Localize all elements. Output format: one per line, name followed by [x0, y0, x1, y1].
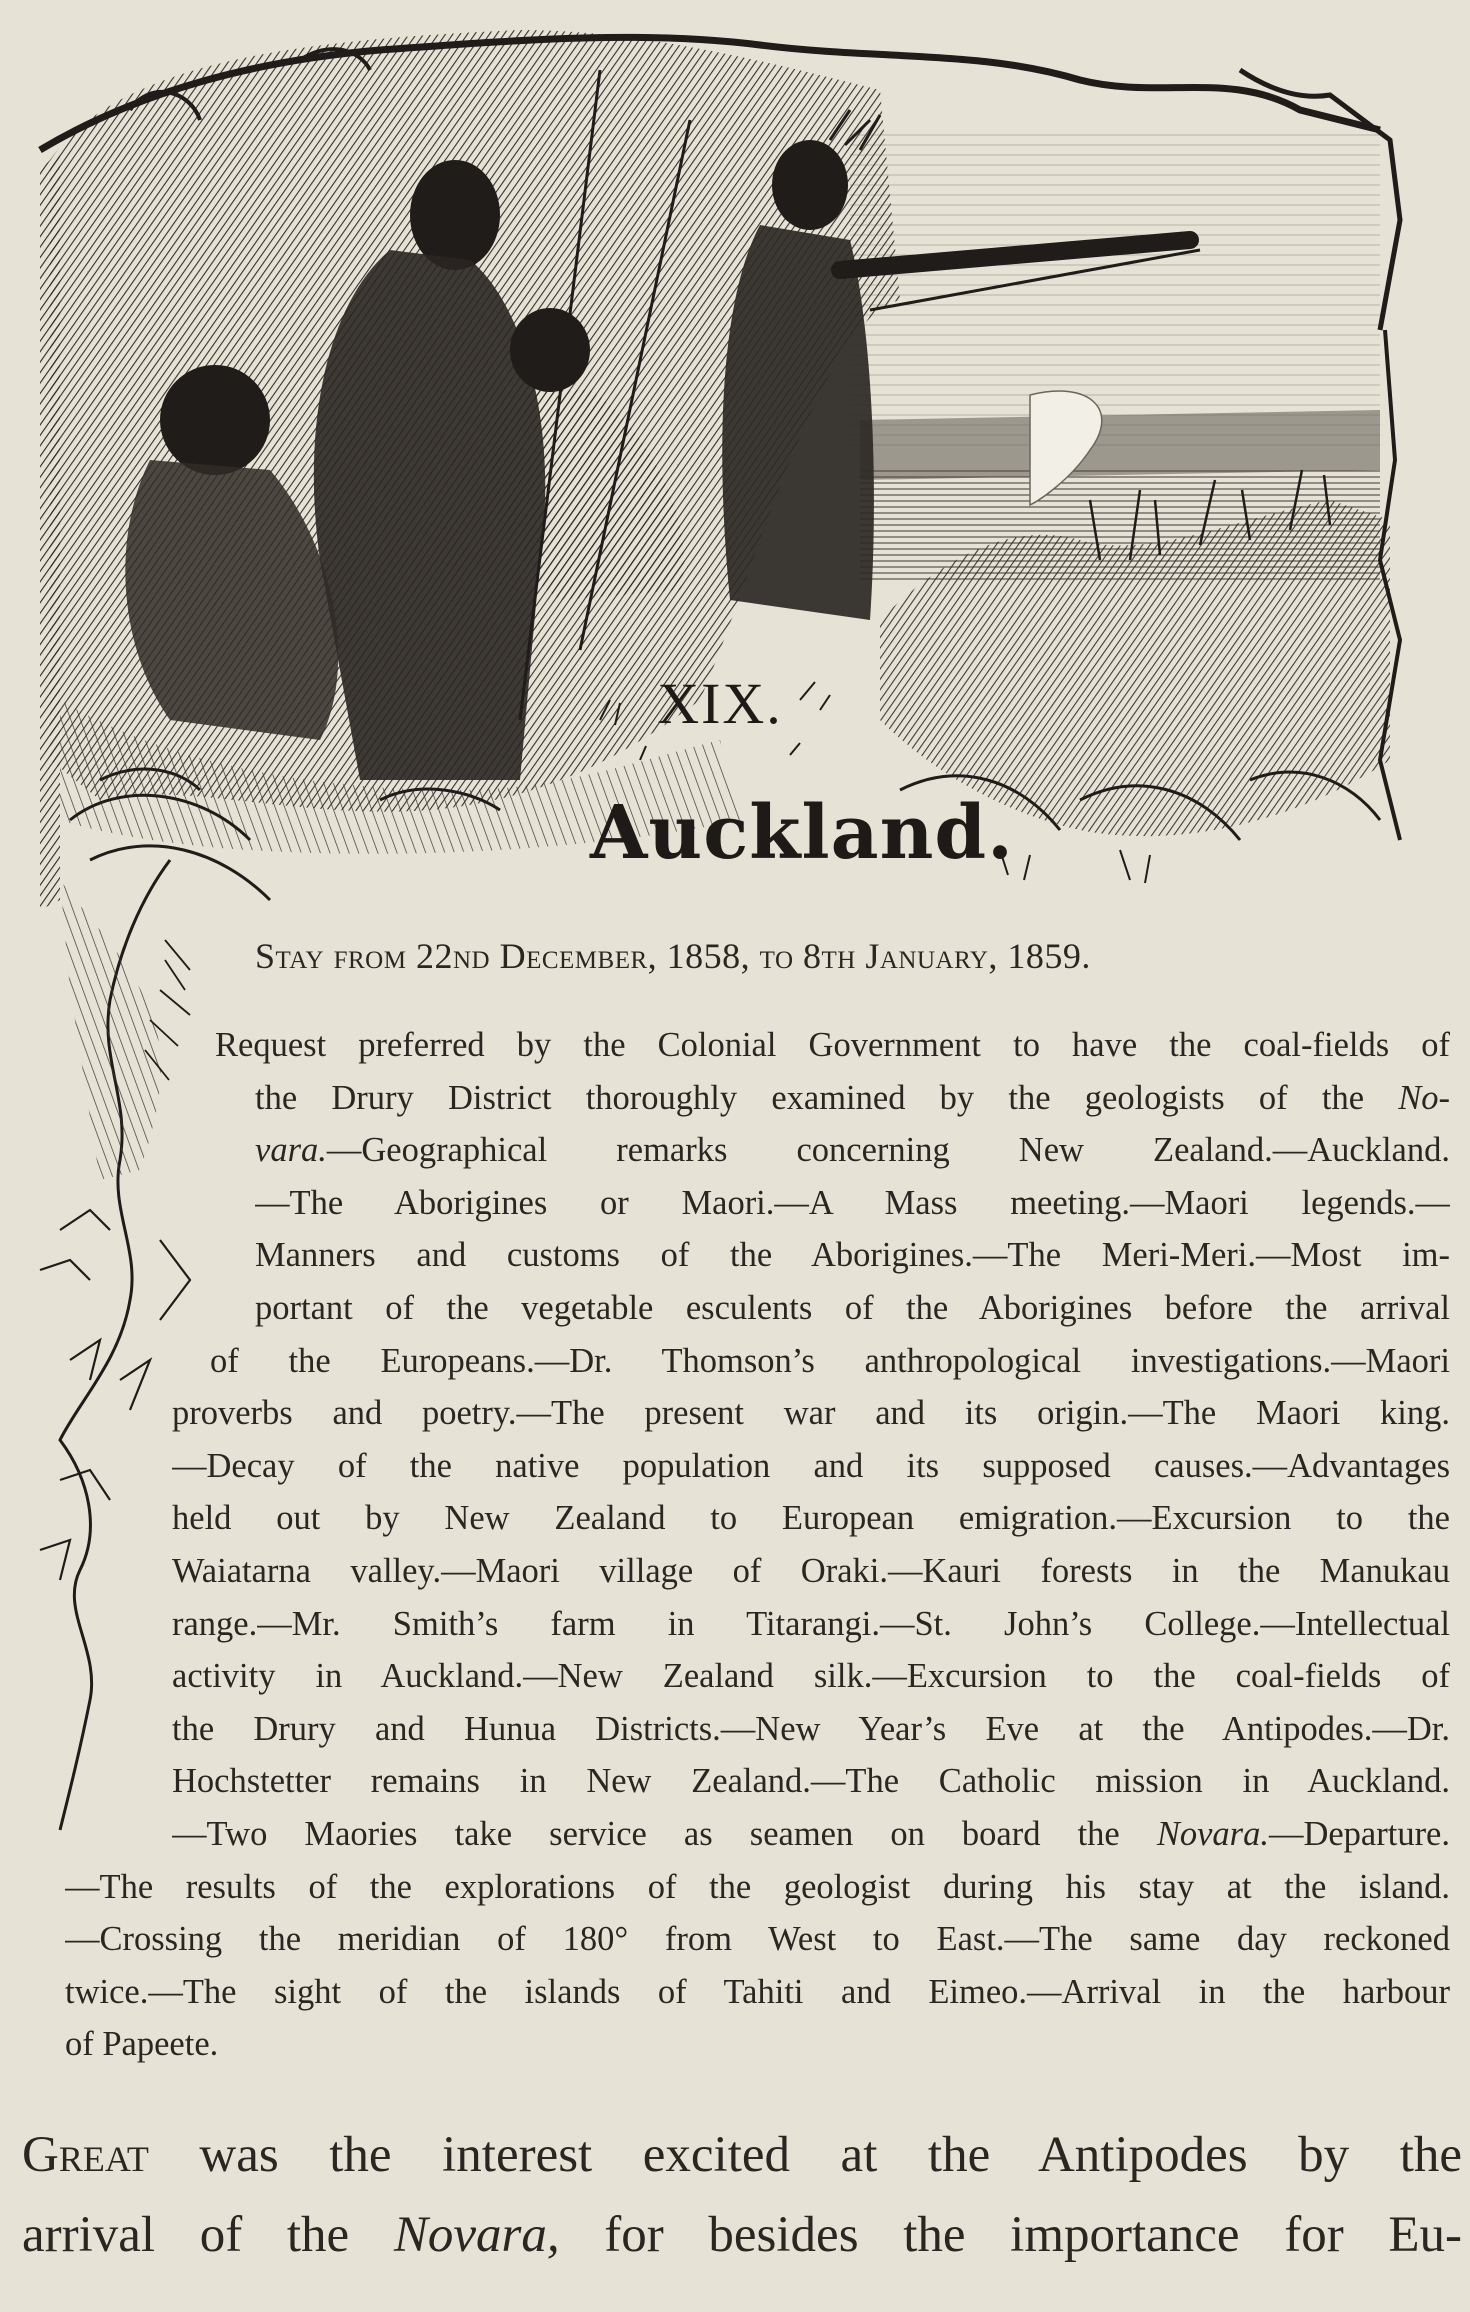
- stay-dates-line: Stay from 22nd December, 1858, to 8th January, 1859.: [255, 936, 1091, 976]
- summary-line: Manners and customs of the Aborigines.—The Meri-Meri.—Most im-: [255, 1236, 1450, 1275]
- body-line-2: [22, 2195, 1462, 2275]
- summary-line: —Crossing the meridian of 180° from West to East.—The same day reckoned: [65, 1920, 1450, 1959]
- body-line-1-rest: was the interest excited at the Antipodes by the: [148, 2127, 1462, 2183]
- summary-line: Hochstetter remains in New Zealand.—The Catholic mission in Auckland.: [172, 1762, 1450, 1801]
- summary-line: twice.—The sight of the islands of Tahiti and Eimeo.—Arrival in the harbour: [65, 1972, 1450, 2011]
- summary-line: of the Europeans.—Dr. Thomson’s anthropological investigations.—Maori: [210, 1341, 1450, 1380]
- body-text: [22, 2115, 1462, 2275]
- summary-line: Waiatarna valley.—Maori village of Oraki.—Kauri forests in the Manukau: [172, 1552, 1450, 1590]
- body-line-1: [22, 2115, 1462, 2195]
- body-line-2-a: arrival of the: [22, 2207, 394, 2263]
- summary-line: portant of the vegetable esculents of the Aborigines before the arrival: [255, 1289, 1450, 1327]
- summary-line: —Two Maories take service as seamen on board the Novara.—Departure.: [172, 1815, 1450, 1853]
- summary-line: range.—Mr. Smith’s farm in Titarangi.—St. John’s College.—Intellectual: [172, 1604, 1450, 1643]
- summary-line: —The Aborigines or Maori.—A Mass meeting.—Maori legends.—: [255, 1183, 1450, 1222]
- chapter-number: XIX.: [657, 671, 783, 736]
- summary-line: the Drury District thoroughly examined by the geologists of the No-: [255, 1078, 1450, 1117]
- chapter-title: Auckland.: [590, 790, 1014, 876]
- summary-line: —Decay of the native population and its supposed causes.—Advantages: [172, 1446, 1450, 1485]
- summary-line: activity in Auckland.—New Zealand silk.—Excursion to the coal-fields of: [172, 1657, 1450, 1696]
- ship-name: Novara,: [393, 2207, 560, 2263]
- body-line-2-b: for besides the importance for Eu-: [559, 2207, 1462, 2263]
- summary-line: of Papeete.: [65, 2025, 219, 2064]
- summary-line: held out by New Zealand to European emigration.—Excursion to the: [172, 1499, 1450, 1538]
- summary-line: the Drury and Hunua Districts.—New Year’s Eve at the Antipodes.—Dr.: [172, 1709, 1450, 1748]
- body-lead-word: Great: [22, 2127, 149, 2183]
- summary-line: vara.—Geographical remarks concerning New Zealand.—Auckland.: [255, 1131, 1450, 1170]
- summary-line: —The results of the explorations of the geologist during his stay at the island.: [65, 1867, 1450, 1906]
- summary-line: proverbs and poetry.—The present war and its origin.—The Maori king.: [172, 1394, 1450, 1433]
- summary-line: Request preferred by the Colonial Government to have the coal-fields of: [215, 1026, 1450, 1064]
